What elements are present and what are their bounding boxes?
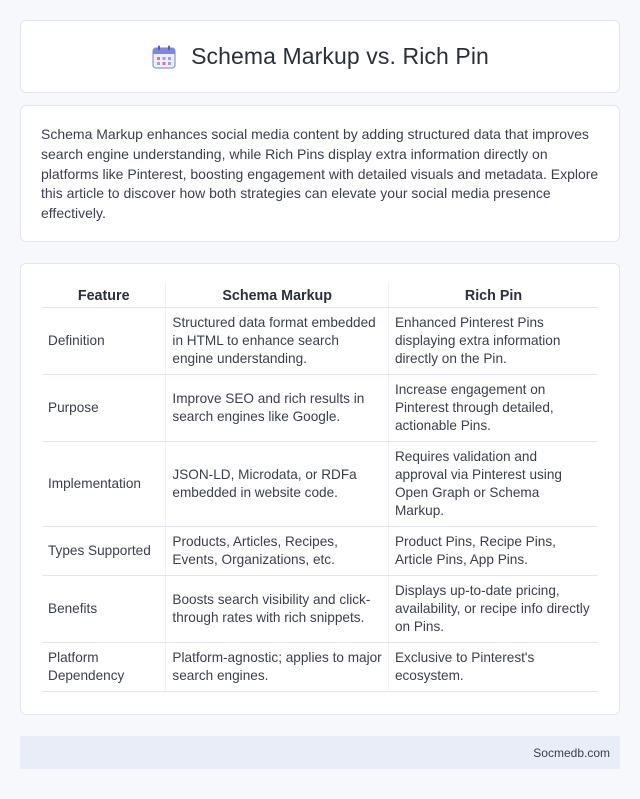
richpin-cell: Exclusive to Pinterest's ecosystem. (388, 643, 598, 692)
schema-cell: Improve SEO and rich results in search engines like Google. (166, 375, 389, 442)
intro-card (20, 105, 620, 242)
richpin-cell: Enhanced Pinterest Pins displaying extra information directly on the Pin. (388, 308, 598, 375)
header-schema-markup: Schema Markup (166, 282, 389, 308)
intro-paragraph: Schema Markup enhances social media content by adding structured data that improves search engine understanding, while Rich Pins display extra information directly on platforms like Pinterest, boosting engagement with detailed visuals and metadata. Explore this article to discover how both strategies can elevate your social media presence effectively. (41, 126, 599, 222)
table-row (42, 576, 598, 643)
page-title: Schema Markup vs. Rich Pin (191, 43, 489, 69)
feature-cell: Purpose (42, 375, 166, 442)
title-wrap (151, 43, 489, 70)
table-row (42, 375, 598, 442)
schema-cell: Products, Articles, Recipes, Events, Organizations, etc. (166, 527, 389, 576)
feature-cell: Definition (42, 308, 166, 375)
table-row (42, 308, 598, 375)
schema-cell: JSON-LD, Microdata, or RDFa embedded in website code. (166, 442, 389, 527)
schema-cell: Platform-agnostic; applies to major search engines. (166, 643, 389, 692)
table-row (42, 442, 598, 527)
richpin-cell: Increase engagement on Pinterest through detailed, actionable Pins. (388, 375, 598, 442)
calendar-icon (151, 44, 177, 70)
comparison-table (42, 282, 598, 692)
header-feature: Feature (42, 282, 166, 308)
table-row (42, 527, 598, 576)
richpin-cell: Product Pins, Recipe Pins, Article Pins, App Pins. (388, 527, 598, 576)
richpin-cell: Requires validation and approval via Pinterest using Open Graph or Schema Markup. (388, 442, 598, 527)
footer (20, 736, 620, 769)
comparison-table-card (20, 263, 620, 715)
richpin-cell: Displays up-to-date pricing, availability, or recipe info directly on Pins. (388, 576, 598, 643)
footer-site-name: Socmedb.com (533, 745, 610, 760)
feature-cell: Platform Dependency (42, 643, 166, 692)
header-rich-pin: Rich Pin (388, 282, 598, 308)
schema-cell: Boosts search visibility and click-through rates with rich snippets. (166, 576, 389, 643)
title-card (20, 20, 620, 93)
feature-cell: Types Supported (42, 527, 166, 576)
feature-cell: Implementation (42, 442, 166, 527)
table-row (42, 643, 598, 692)
feature-cell: Benefits (42, 576, 166, 643)
table-header-row (42, 282, 598, 308)
schema-cell: Structured data format embedded in HTML to enhance search engine understanding. (166, 308, 389, 375)
